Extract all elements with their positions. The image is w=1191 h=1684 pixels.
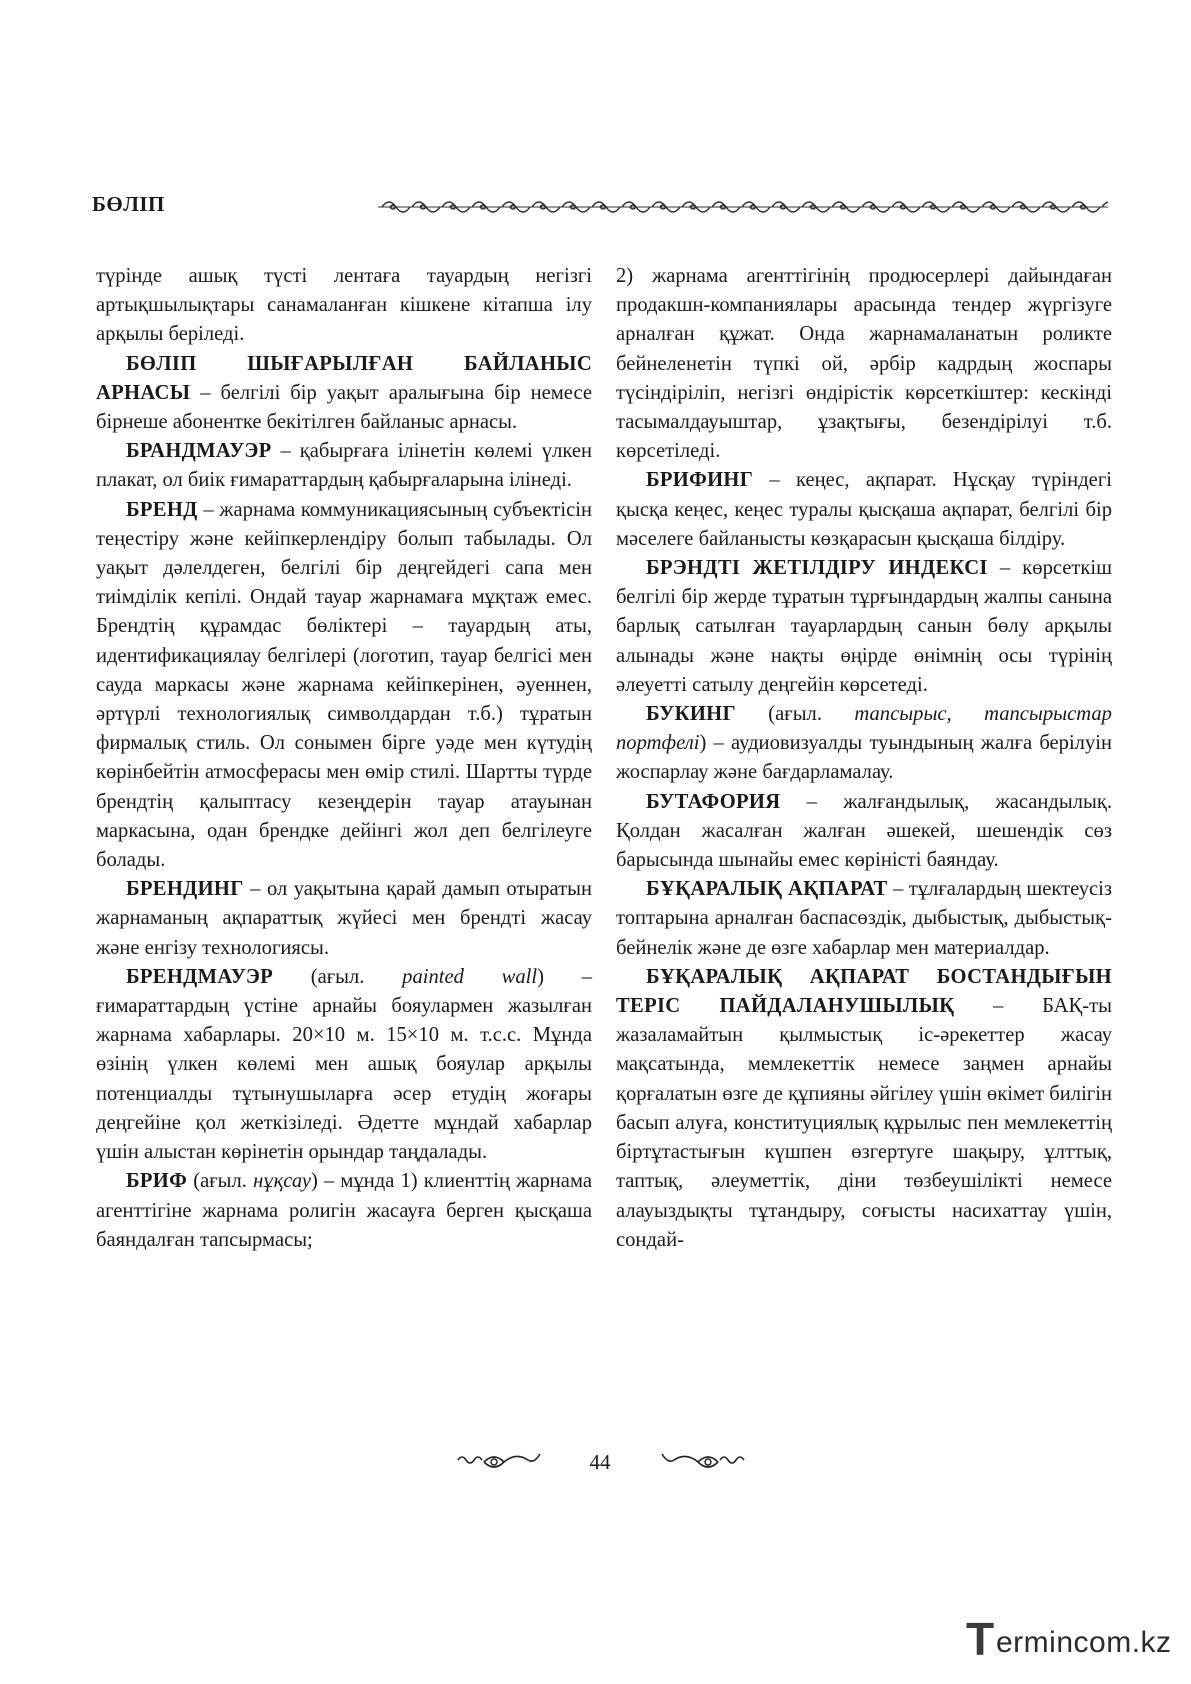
entry-term: БҰҚАРАЛЫҚ АҚПАРАТ [646, 878, 888, 901]
dictionary-entry [96, 496, 592, 876]
entry-term: БРЕНДИНГ [126, 878, 244, 901]
watermark-text: ermincom.kz [996, 1626, 1172, 1659]
entry-text: – жалғандылық, жасандылық. Қолдан жасалған жалған әшекей, шешендік сөз барысында шынайы емес көріністі баяндау. [616, 790, 1112, 872]
dictionary-entry [96, 1167, 592, 1255]
right-text-column [616, 262, 1112, 1255]
entry-text: – белгілі бір уақыт аралығына бір немесе бірнеше абонентке бекітілген байланыс арнасы. [96, 381, 592, 434]
dictionary-entry [616, 788, 1112, 876]
entry-term: БРИФИНГ [646, 469, 754, 492]
dictionary-entry [96, 963, 592, 1167]
entry-text: 2) жарнама агенттігінің продюсерлері дайындаған продакшн-компаниялары арасында тендер жүргізуге арналған құжат. Онда жарнамаланатын роликте бейнеленетін түпкі ой, әрбір кадрдың жоспары түсіндіріліп, негізгі өндірістік көрсеткіштер: кескінді тасымалдауыштар, ұзақтығы, безендірілуі т.б. көрсетіледі. [616, 265, 1112, 463]
entry-text: – кеңес, ақпарат. Нұсқау түріндегі қысқа кеңес, кеңес туралы қысқаша ақпарат, белгілі бір мәселеге байланысты көзқарасын қысқаша білдіру. [616, 469, 1112, 550]
entry-term: БҰҚАРАЛЫҚ АҚПАРАТ БОСТАНДЫҒЫН ТЕРІС ПАЙДАЛАНУШЫЛЫҚ [616, 965, 1112, 1018]
dictionary-entry [96, 437, 592, 495]
entry-italic-gloss: тапсырыс, тапсырыстар портфелі [616, 703, 1112, 755]
entry-term: БРЭНДТІ ЖЕТІЛДІРУ ИНДЕКСІ [646, 557, 988, 580]
entry-term: БӨЛІП ШЫҒАРЫЛҒАН БАЙЛАНЫС АРНАСЫ [96, 352, 592, 404]
entry-term: БУТАФОРИЯ [646, 790, 781, 813]
dictionary-entry [616, 466, 1112, 554]
entry-text: ) – аудиовизуалды туындының жалға берілуін жоспарлау және бағдарламалау. [616, 732, 1112, 784]
entry-term: БРИФ [126, 1170, 188, 1193]
entry-text: – жарнама коммуникациясының субъектісін теңестіру және кейіпкерлендіру болып табылады. Ол уақыт дәлелдеген, белгілі бір деңгейдегі сапа мен тиімділік кепілі. Ондай тауар жарнамаға мұқтаж емес. Брендтің құрамдас бөліктері – тауардың аты, идентификациялау белгілері (логотип, тауар белгісі мен сауда маркасы және жарнама кейіпкерінен, әуеннен, әртүрлі технологиялық символдардан т.б.) тұратын фирмалық стиль. Ол сонымен бірге уәде мен күтудің көрінбейтін атмосферасы мен өмір стилі. Шартты түрде брендтің қалыптасу кезеңдерін тауар атауынан маркасына, одан брендке дейінгі жол деп белгілеуге болады. [96, 498, 592, 872]
entry-italic-gloss: нұқсау [253, 1170, 311, 1193]
entry-text: (ағыл. [735, 703, 855, 726]
page-footer [0, 1448, 1191, 1478]
entry-text: (ағыл. [273, 965, 403, 988]
dictionary-entry [616, 262, 1112, 466]
entry-text: (ағыл. [187, 1170, 254, 1193]
ornament-band-icon [378, 196, 1108, 218]
left-flourish-icon [456, 1450, 542, 1474]
right-flourish-icon [660, 1450, 746, 1474]
entry-term: БРАНДМАУЭР [126, 440, 272, 463]
entry-text: – ол уақытына қарай дамып отыратын жарнаманың ақпараттық жүйесі мен брендті жасау және енгізу технологиясы. [96, 878, 592, 959]
entry-text: ) – мұнда 1) клиенттің жарнама агенттігіне жарнама ролигін жасауға берген қысқаша баяндалған тапсырмасы; [96, 1170, 592, 1251]
entry-term: БРЕНДМАУЭР [126, 965, 274, 988]
dictionary-entry [96, 350, 592, 438]
entry-text: түрінде ашық түсті лентаға тауардың негізгі артықшылықтары санамаланған кішкене кітапша ілу арқылы беріледі. [96, 265, 592, 346]
dictionary-entry [616, 963, 1112, 1255]
entry-text: – БАҚ-ты жазаламайтын қылмыстық іс-әрекеттер жасау мақсатында, мемлекеттік немесе заңмен арнайы қорғалатын өзге де құпияны әйгілеу үшін өкімет билігін басып алуға, конституциялық құрылыс пен мемлекеттің біртұтастығын күшпен өзгертуге шақыру, ұлттық, таптық, әлеуметтік, діни төзбеушілікті немесе алауыздықты тұтандыру, соғысты насихаттау үшін, сондай- [616, 995, 1112, 1251]
entry-term: БУКИНГ [646, 703, 736, 726]
entry-text: – тұлғалардың шектеусіз топтарына арналған баспасөздік, дыбыстық, дыбыстық-бейнелік және де өзге хабарлар мен материалдар. [616, 878, 1112, 959]
running-header-title: БӨЛІП [92, 192, 165, 216]
dictionary-entry [96, 262, 592, 350]
left-text-column [96, 262, 592, 1255]
entry-term: БРЕНД [126, 498, 198, 521]
entry-text: – көрсеткіш белгілі бір жерде тұратын тұрғындардың жалпы санына барлық сатылған тауарлардың санын бөлу арқылы алынады және нақты өңірде өнімнің осы түрінің әлеуетті сатылу деңгейін көрсетеді. [616, 557, 1113, 696]
entry-text: ) – ғимараттардың үстіне арнайы бояулармен жазылған жарнама хабарлары. 20×10 м. 15×10 м. т.с.с. Мұнда өзінің үлкен көлемі мен ашық бояулар арқылы потенциалды тұтынушыларға әсер етудің жоғары деңгейіне қол жеткізіледі. Әдетте мұндай хабарлар үшін алыстан көрінетін орындар таңдалады. [96, 965, 592, 1164]
watermark-initial: T [966, 1613, 995, 1665]
dictionary-entry [616, 554, 1112, 700]
page-number: 44 [589, 1450, 611, 1474]
dictionary-entry [616, 875, 1112, 963]
site-watermark [966, 1613, 1176, 1665]
entry-text: – қабырғаға ілінетін көлемі үлкен плакат, ол биік ғимараттардың қабырғаларына ілінеді. [96, 440, 592, 492]
dictionary-entry [616, 700, 1112, 788]
entry-italic-gloss: painted wall [402, 965, 538, 988]
dictionary-entry [96, 875, 592, 963]
